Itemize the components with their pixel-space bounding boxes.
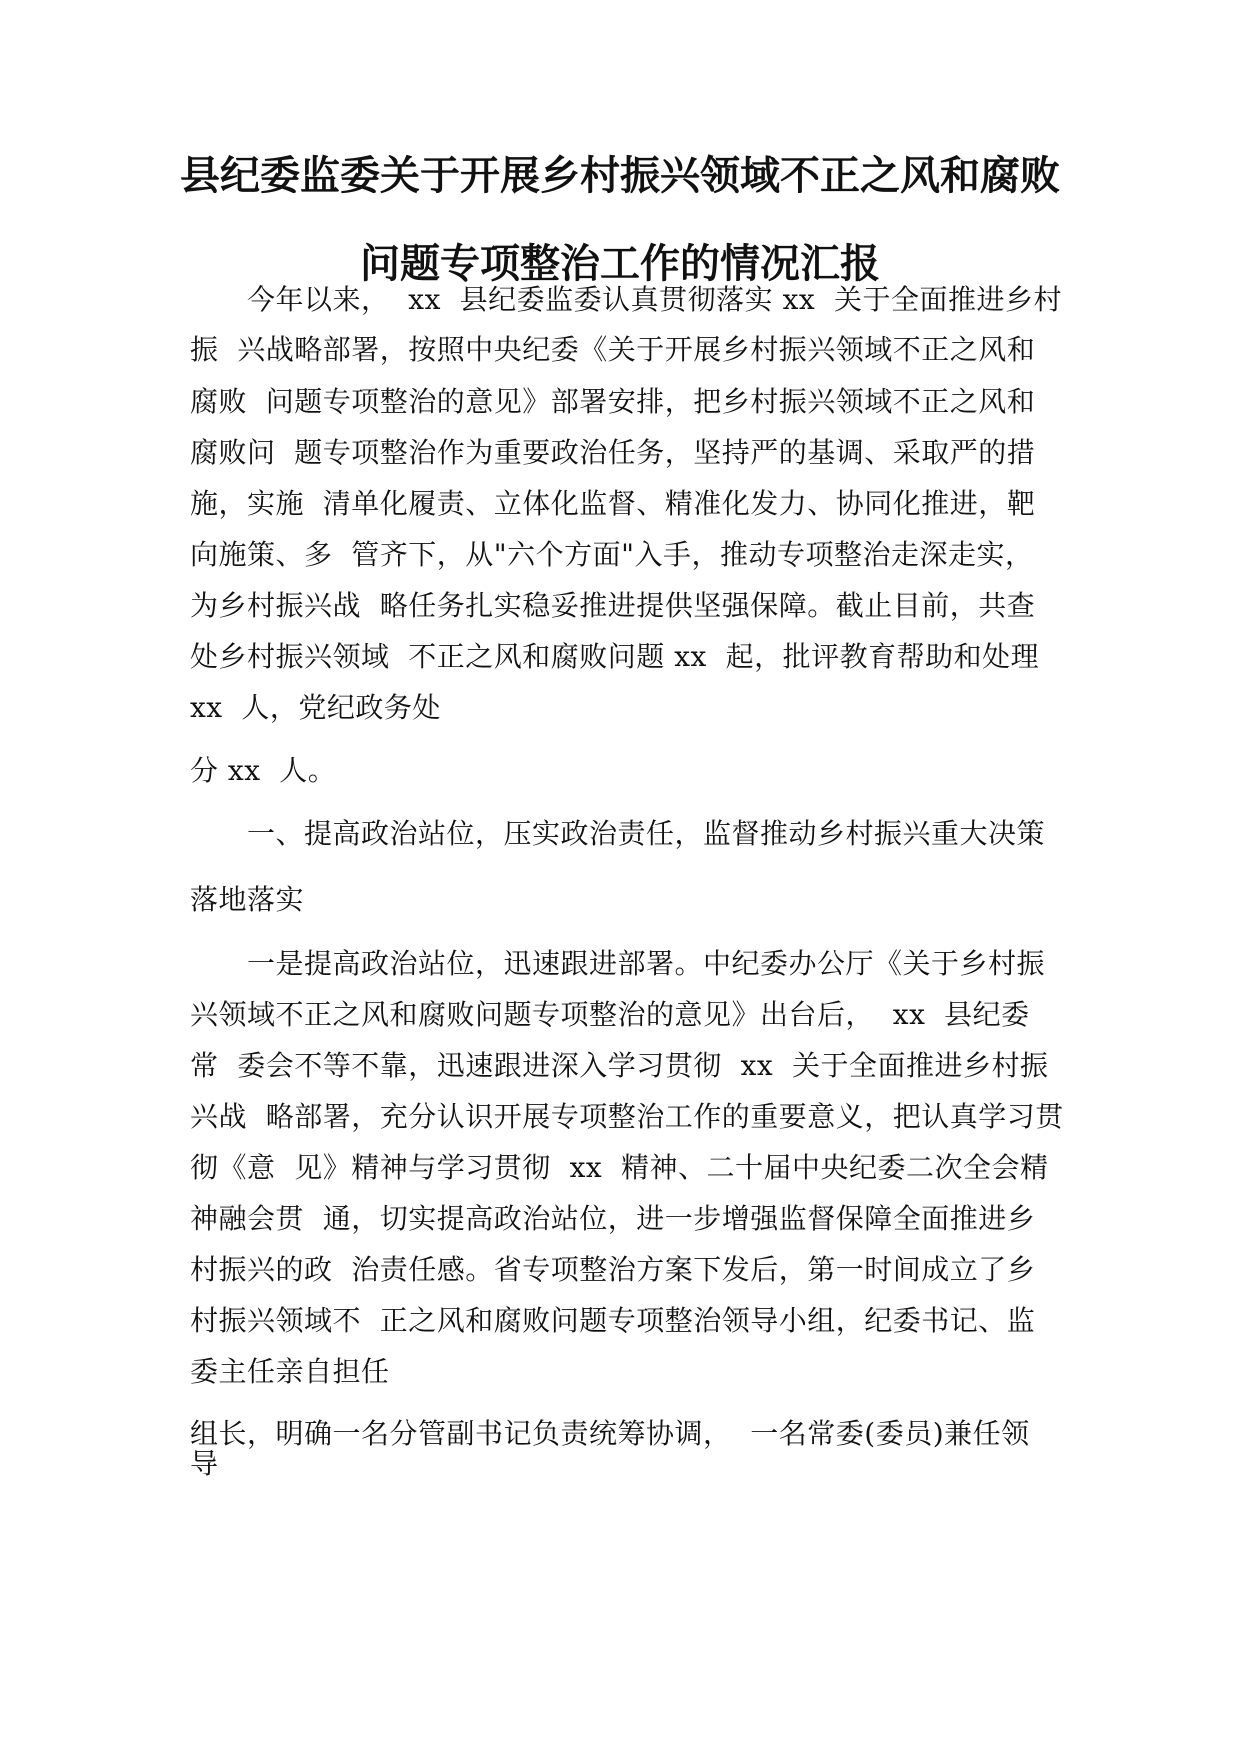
- body-text-line: 神融会贯 通，切实提高政治站位，进一步增强监督保障全面推进乡: [190, 1202, 1036, 1235]
- body-text-line: 村振兴的政 治责任感。省专项整治方案下发后，第一时间成立了乡: [190, 1253, 1036, 1286]
- body-text-line: 兴领域不正之风和腐败问题专项整治的意见》出台后， xx 县纪委: [190, 998, 1030, 1031]
- section-heading: 落地落实: [190, 883, 305, 916]
- body-text-line: 彻《意 见》精神与学习贯彻 xx 精神、二十届中央纪委二次全会精: [190, 1151, 1049, 1184]
- body-text-line: 处乡村振兴领域 不正之风和腐败问题 xx 起，批评教育帮助和处理: [190, 640, 1040, 673]
- body-text-line: 委主任亲自担任: [190, 1355, 390, 1388]
- document-title-line-1: 县纪委监委关于开展乡村振兴领域不正之风和腐败: [180, 153, 1060, 199]
- body-text-line: 分 xx 人。: [190, 754, 337, 787]
- body-text-line: 腐败问 题专项整治作为重要政治任务，坚持严的基调、采取严的措: [190, 436, 1036, 469]
- body-text-line: 组长，明确一名分管副书记负责统筹协调， 一名常委(委员)兼任领: [190, 1417, 1030, 1450]
- section-heading: 一、提高政治站位，压实政治责任，监督推动乡村振兴重大决策: [190, 817, 1046, 850]
- body-text-line: 振 兴战略部署，按照中央纪委《关于开展乡村振兴领域不正之风和: [190, 333, 1036, 366]
- body-text-line: xx 人，党纪政务处: [190, 691, 441, 724]
- body-text-line: 施，实施 清单化履责、立体化监督、精准化发力、协同化推进，靶: [190, 487, 1036, 520]
- body-text-line: 向施策、多 管齐下，从"六个方面"入手，推动专项整治走深走实，: [190, 538, 1034, 571]
- body-text-line: 今年以来， xx 县纪委监委认真贯彻落实 xx 关于全面推进乡村: [190, 283, 1062, 316]
- body-text-line: 一是提高政治站位，迅速跟进部署。中纪委办公厅《关于乡村振: [190, 947, 1046, 980]
- body-text-line: 腐败 问题专项整治的意见》部署安排，把乡村振兴领域不正之风和: [190, 385, 1036, 418]
- body-text-line: 导: [190, 1447, 219, 1480]
- body-text-line: 为乡村振兴战 略任务扎实稳妥推进提供坚强保障。截止目前，共查: [190, 589, 1036, 622]
- body-text-line: 常 委会不等不靠，迅速跟进深入学习贯彻 xx 关于全面推进乡村振: [190, 1049, 1049, 1082]
- document-title-line-2: 问题专项整治工作的情况汇报: [360, 241, 880, 287]
- body-text-line: 村振兴领域不 正之风和腐败问题专项整治领导小组，纪委书记、监: [190, 1304, 1036, 1337]
- body-text-line: 兴战 略部署，充分认识开展专项整治工作的重要意义，把认真学习贯: [190, 1100, 1064, 1133]
